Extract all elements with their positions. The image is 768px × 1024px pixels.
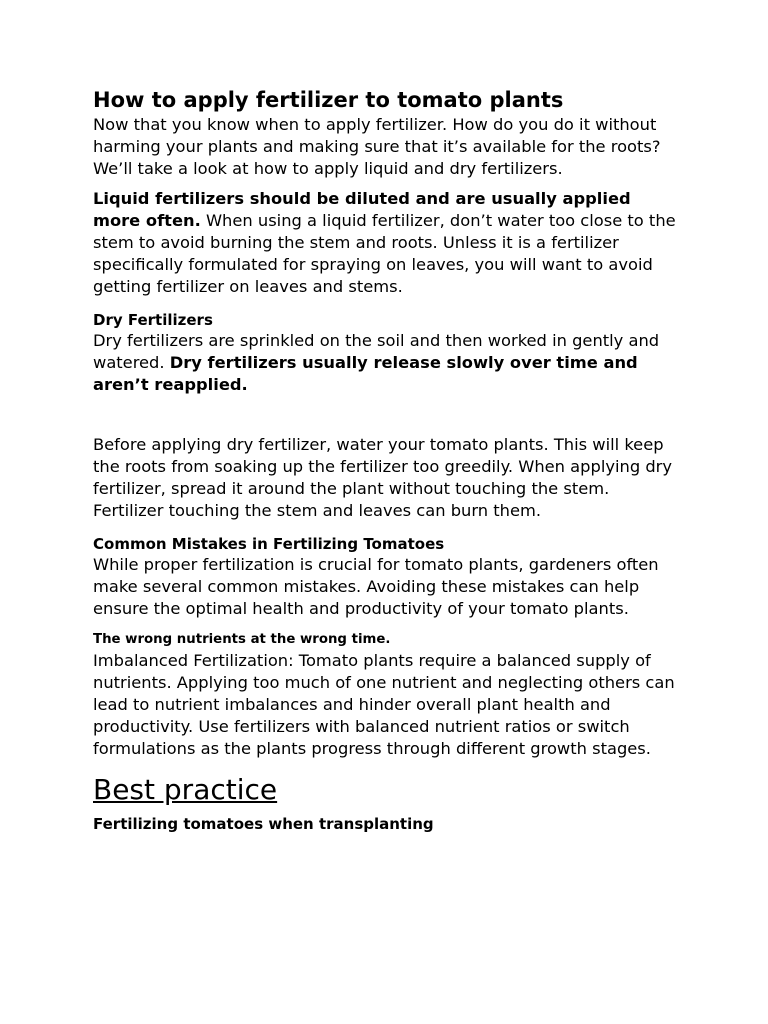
best-practice-heading: Best practice xyxy=(93,773,278,806)
liquid-paragraph xyxy=(93,188,683,298)
common-mistakes-heading: Common Mistakes in Fertilizing Tomatoes xyxy=(93,535,445,553)
dry-fertilizers-heading: Dry Fertilizers xyxy=(93,311,213,329)
dry-body-text: Dry fertilizers are sprinkled on the soil and then worked in gently and watered. xyxy=(93,331,660,372)
transplanting-heading: Fertilizing tomatoes when transplanting xyxy=(93,815,434,833)
dry-bold-text: Dry fertilizers usually release slowly over time and aren’t reapplied. xyxy=(93,353,638,394)
liquid-bold-text: Liquid fertilizers should be diluted and are usually applied more often. xyxy=(93,189,631,230)
dry-paragraph xyxy=(93,330,683,396)
wrong-nutrients-heading: The wrong nutrients at the wrong time. xyxy=(93,632,391,647)
imbalanced-paragraph: Imbalanced Fertilization: Tomato plants require a balanced supply of nutrients. Applying too much of one nutrient and neglecting others can lead to nutrient imbalances and hinder overall plant health and productivity. Use fertilizers with balanced nutrient ratios or switch formulations as the plants progress through different growth stages. xyxy=(93,651,675,758)
mistakes-paragraph: While proper fertilization is crucial for tomato plants, gardeners often make several common mistakes. Avoiding these mistakes can help ensure the optimal health and productivity of your tomato plants. xyxy=(93,555,659,618)
page-title: How to apply fertilizer to tomato plants xyxy=(93,88,564,112)
intro-paragraph: Now that you know when to apply fertilizer. How do you do it without harming your plants and making sure that it’s available for the roots? We’ll take a look at how to apply liquid and dry fertilizers. xyxy=(93,115,661,178)
document-content xyxy=(93,86,683,834)
liquid-body-text: When using a liquid fertilizer, don’t water too close to the stem to avoid burning the stem and roots. Unless it is a fertilizer specifically formulated for spraying on leaves, you will want to avoid getting fertilizer on leaves and stems. xyxy=(93,211,676,296)
before-applying-paragraph: Before applying dry fertilizer, water your tomato plants. This will keep the roots from soaking up the fertilizer too greedily. When applying dry fertilizer, spread it around the plant without touching the stem. Fertilizer touching the stem and leaves can burn them. xyxy=(93,435,672,520)
